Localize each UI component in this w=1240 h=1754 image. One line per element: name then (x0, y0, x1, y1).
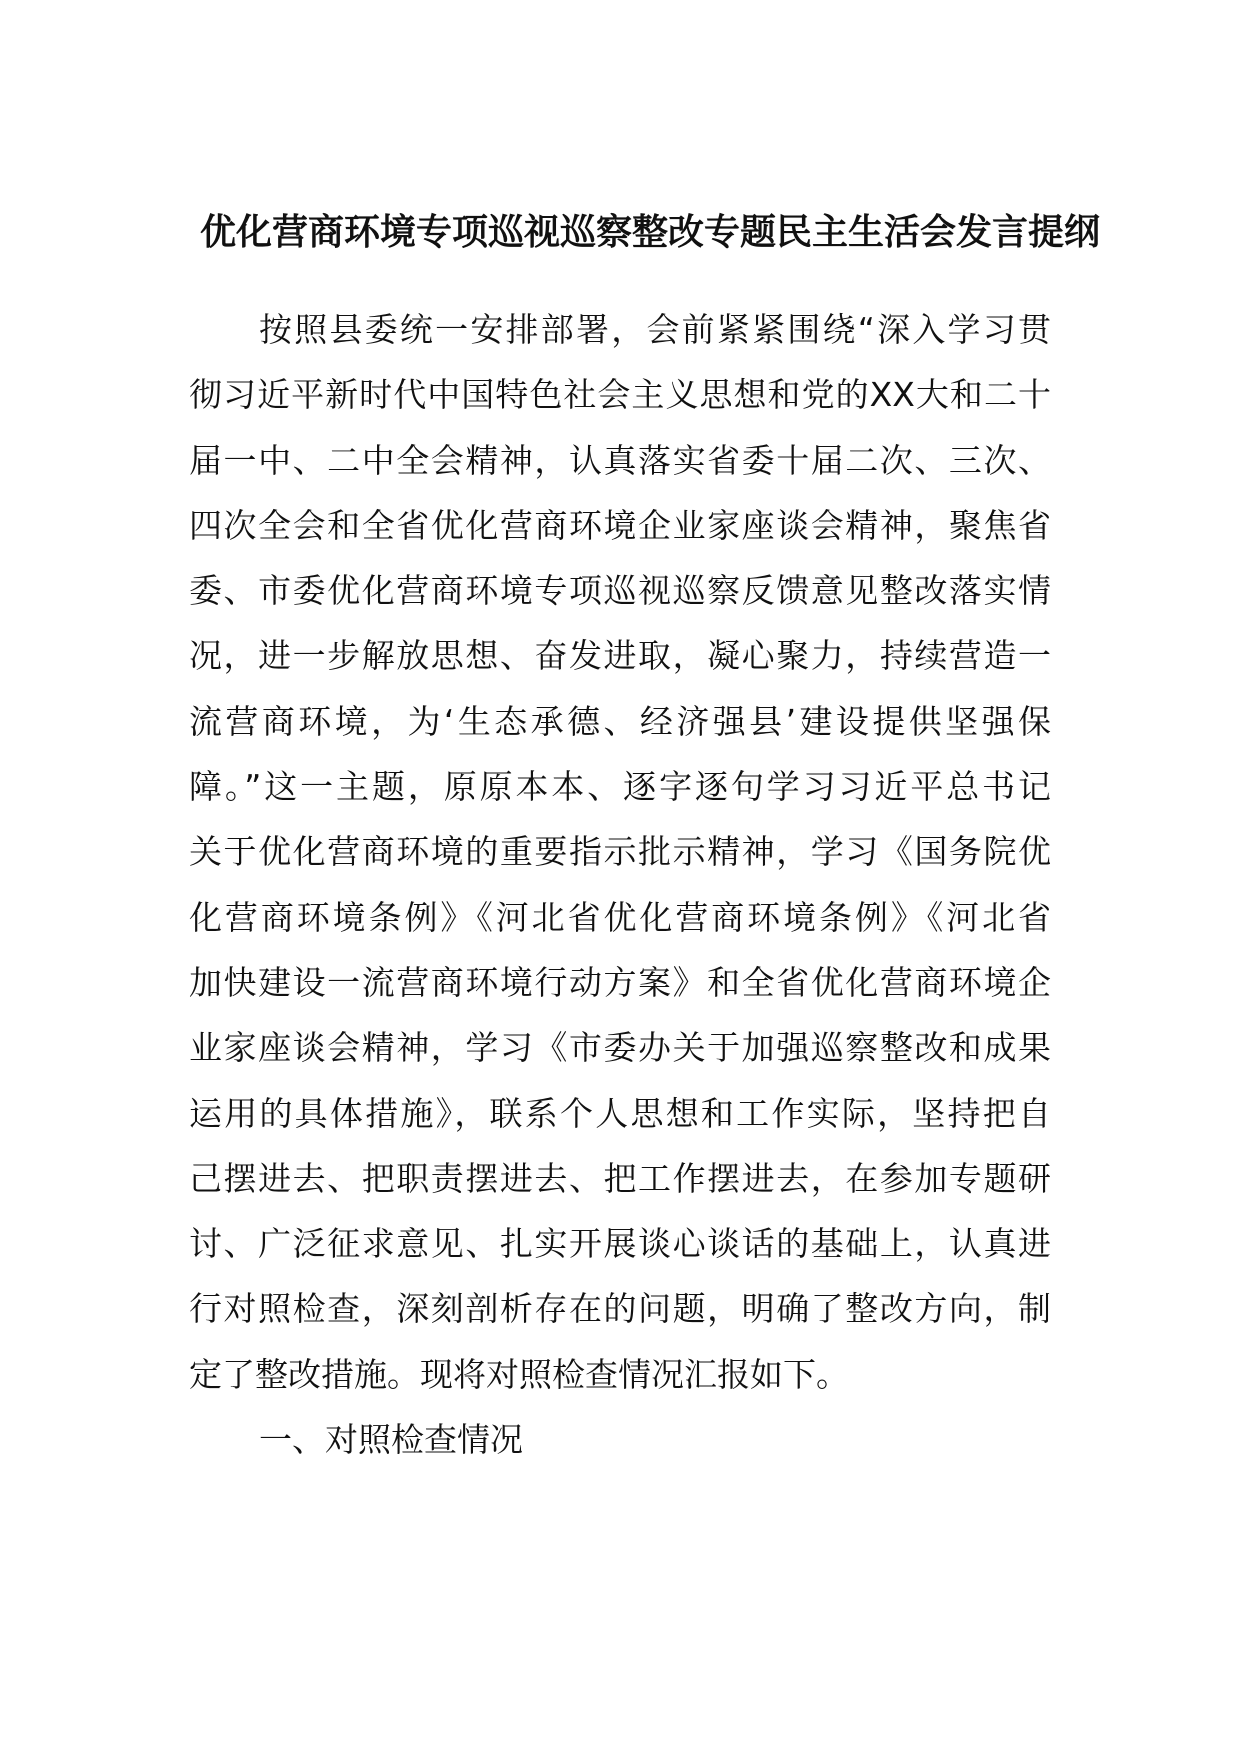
paragraph-line: 定了整改措施。现将对照检查情况汇报如下。 (189, 1354, 849, 1394)
paragraph-line: 彻习近平新时代中国特色社会主义思想和党的XX大和二十 (189, 375, 1051, 415)
intro-paragraph (189, 297, 1051, 1407)
paragraph-line: 流营商环境，为‘生态承德、经济强县’建设提供坚强保 (189, 701, 1051, 741)
paragraph-line: 己摆进去、把职责摆进去、把工作摆进去，在参加专题研 (189, 1158, 1051, 1198)
paragraph-line: 关于优化营商环境的重要指示批示精神，学习《国务院优 (189, 832, 1051, 872)
document-title: 优化营商环境专项巡视巡察整改专题民主生活会发言提纲 (200, 212, 1101, 253)
paragraph-line: 四次全会和全省优化营商环境企业家座谈会精神，聚焦省 (189, 505, 1051, 545)
paragraph-line: 届一中、二中全会精神，认真落实省委十届二次、三次、 (189, 440, 1051, 480)
section-heading: 一、对照检查情况 (259, 1420, 523, 1459)
paragraph-line: 按照县委统一安排部署，会前紧紧围绕“深入学习贯 (259, 310, 1051, 349)
paragraph-line: 讨、广泛征求意见、扎实开展谈心谈话的基础上，认真进 (189, 1224, 1051, 1264)
paragraph-line: 况，进一步解放思想、奋发进取，凝心聚力，持续营造一 (189, 636, 1051, 676)
paragraph-line: 业家座谈会精神，学习《市委办关于加强巡察整改和成果 (189, 1028, 1051, 1068)
paragraph-line: 化营商环境条例》《河北省优化营商环境条例》《河北省 (189, 897, 1051, 937)
paragraph-line: 委、市委优化营商环境专项巡视巡察反馈意见整改落实情 (189, 571, 1051, 611)
paragraph-line: 行对照检查，深刻剖析存在的问题，明确了整改方向，制 (189, 1289, 1051, 1329)
paragraph-line: 障。”这一主题，原原本本、逐字逐句学习习近平总书记 (189, 767, 1051, 807)
paragraph-line: 运用的具体措施》，联系个人思想和工作实际，坚持把自 (189, 1093, 1051, 1133)
paragraph-line: 加快建设一流营商环境行动方案》和全省优化营商环境企 (189, 962, 1051, 1002)
